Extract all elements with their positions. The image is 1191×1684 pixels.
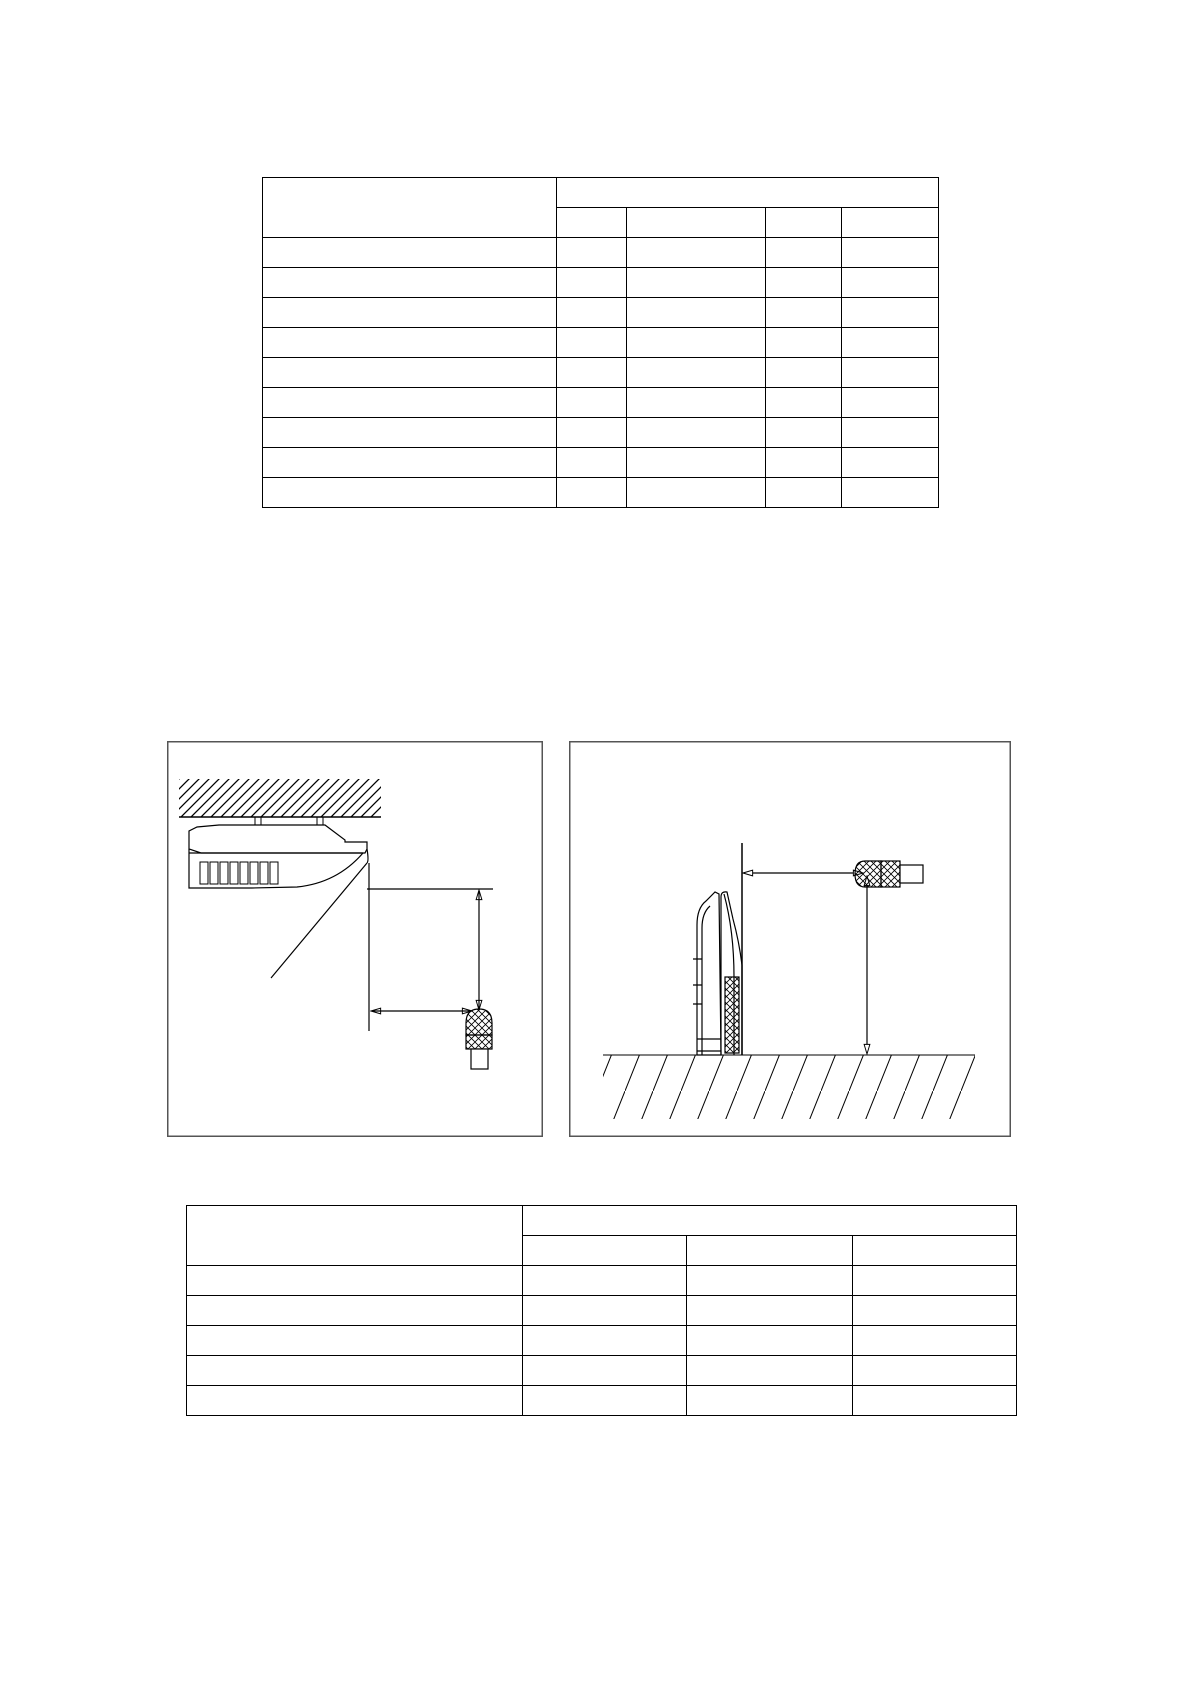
table-header-group [523,1206,1017,1236]
table-row [263,448,939,478]
table-cell [187,1296,523,1326]
table-cell [627,448,766,478]
table-row [263,328,939,358]
table-cell [766,298,842,328]
table-cell [263,268,557,298]
table-cell [523,1296,687,1326]
table-cell [842,478,939,508]
table-cell [557,238,627,268]
table-row [263,478,939,508]
table-row [187,1386,1017,1416]
table-cell [766,388,842,418]
table-cell [263,358,557,388]
table-cell [627,388,766,418]
table-row [263,238,939,268]
table-row [263,388,939,418]
table-cell [263,478,557,508]
floor-hatch [603,1055,975,1119]
wall-mount-clearance-figure [569,741,1011,1137]
table-cell [842,298,939,328]
table-subheader [842,208,939,238]
table-cell [557,478,627,508]
table-cell [627,478,766,508]
table-cell [842,358,939,388]
table-cell [627,238,766,268]
table-row [263,418,939,448]
table-cell [627,268,766,298]
clearance-table-2 [186,1205,1017,1416]
table-cell [523,1386,687,1416]
sprinkler-head-icon [855,861,923,887]
ceiling-mount-clearance-figure [167,741,543,1137]
table-cell [187,1326,523,1356]
table-cell [842,238,939,268]
table-header-row [263,178,939,208]
table-cell [687,1266,853,1296]
table-cell [766,238,842,268]
table-cell [263,298,557,328]
table-subheader [853,1236,1017,1266]
table-cell [687,1326,853,1356]
table-row [263,358,939,388]
table-cell [263,418,557,448]
table-subheader [523,1236,687,1266]
table-cell [523,1326,687,1356]
table-cell [853,1386,1017,1416]
table-cell [842,328,939,358]
table-cell [187,1386,523,1416]
table-cell [842,388,939,418]
table-row [263,298,939,328]
table-subheader [766,208,842,238]
table-cell [627,358,766,388]
table-cell [627,298,766,328]
table-cell [766,358,842,388]
table-cell [766,478,842,508]
table-cell [263,388,557,418]
clearance-table-1 [262,177,939,508]
table-cell [766,418,842,448]
table-subheader [627,208,766,238]
table-cell [557,298,627,328]
table-header-group [557,178,939,208]
table-cell [557,328,627,358]
table-header-label [263,178,557,238]
table-cell [627,418,766,448]
table-cell [687,1386,853,1416]
table-header-row [187,1206,1017,1236]
table-cell [766,448,842,478]
table-subheader [557,208,627,238]
table-cell [557,448,627,478]
table-cell [263,328,557,358]
table-header-label [187,1206,523,1266]
table-row [263,268,939,298]
table-cell [523,1266,687,1296]
table-cell [766,328,842,358]
table-cell [842,448,939,478]
table-cell [263,448,557,478]
table-cell [557,268,627,298]
table-cell [766,268,842,298]
table-row [187,1296,1017,1326]
table-cell [557,388,627,418]
table-cell [842,268,939,298]
table-cell [853,1296,1017,1326]
table-cell [523,1356,687,1386]
table-cell [687,1356,853,1386]
table-row [187,1326,1017,1356]
table-cell [853,1266,1017,1296]
table-subheader [687,1236,853,1266]
table-cell [557,358,627,388]
table-cell [187,1266,523,1296]
table-row [187,1266,1017,1296]
table-cell [557,418,627,448]
table-cell [853,1326,1017,1356]
table-cell [187,1356,523,1386]
table-cell [627,328,766,358]
table-row [187,1356,1017,1386]
ceiling-hatch [179,779,381,817]
table-cell [853,1356,1017,1386]
table-cell [687,1296,853,1326]
table-cell [842,418,939,448]
table-cell [263,238,557,268]
